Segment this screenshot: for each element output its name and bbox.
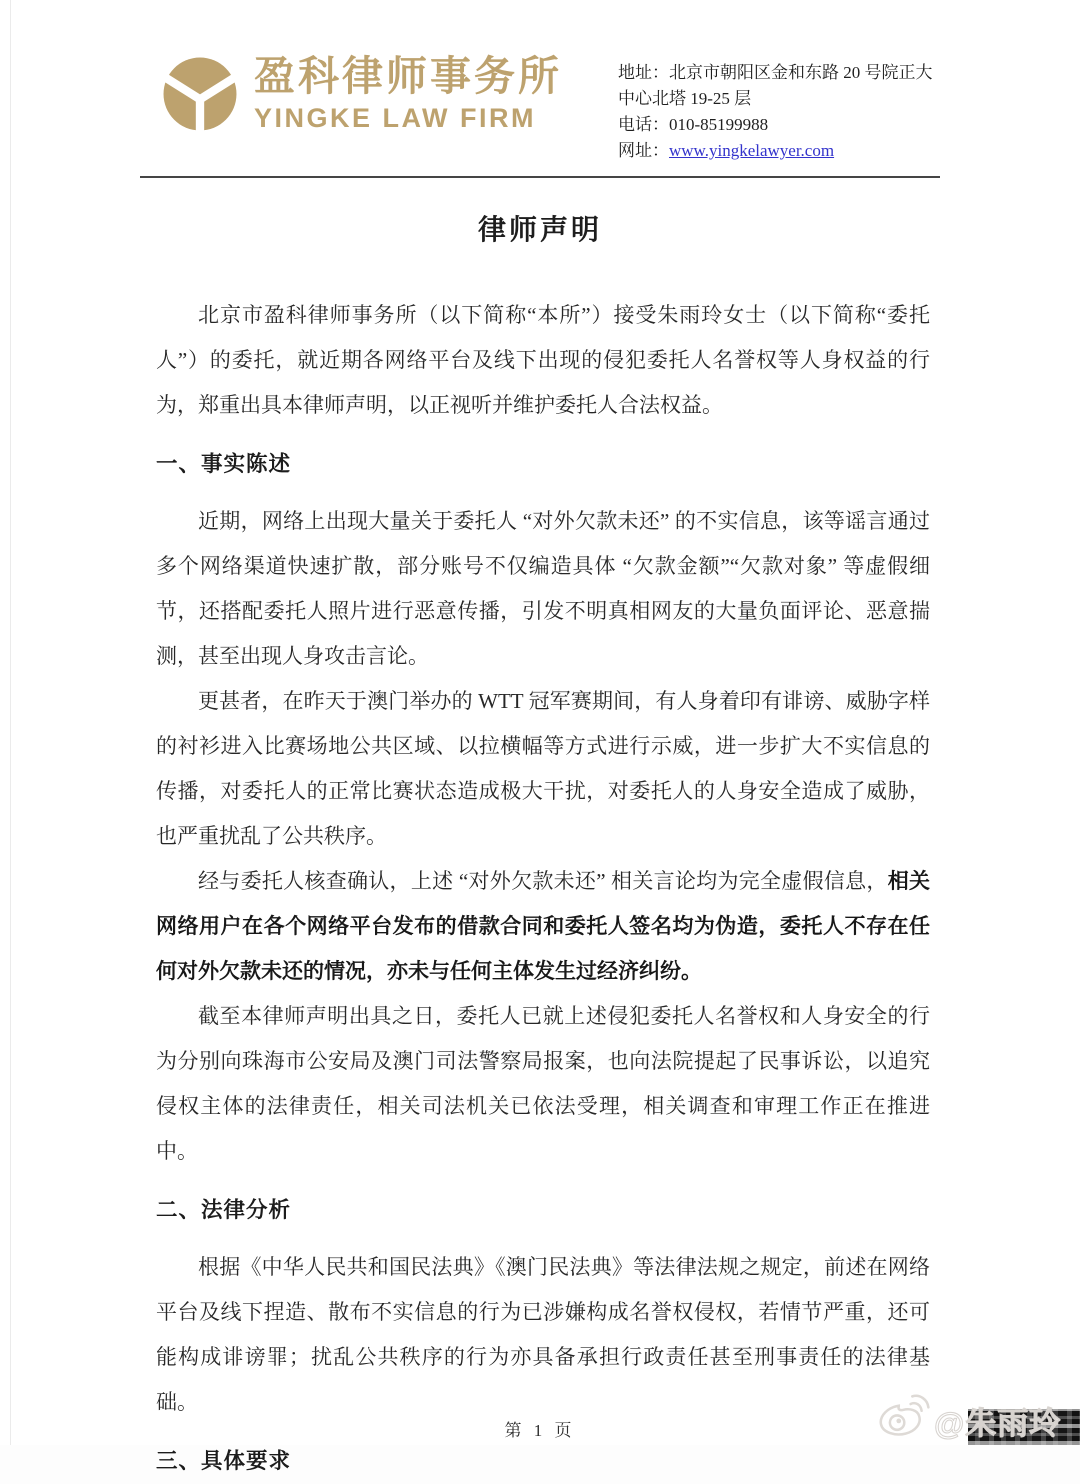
facts-paragraph-1: 近期，网络上出现大量关于委托人 “对外欠款未还” 的不实信息，该等谣言通过多个网络渠道快速扩散，部分账号不仅编造具体 “欠款金额”“欠款对象” 等虚假细节，还搭配委托人照片进行恶意传播，引发不明真相网友的大量负面评论、恶意揣测，甚至出现人身攻击言论。	[156, 509, 930, 668]
firm-name-en: YINGKE LAW FIRM	[254, 103, 536, 133]
phone-line: 电话：010-85199988	[618, 115, 769, 134]
website-link[interactable]: www.yingkelawyer.com	[669, 141, 835, 160]
page-number: 第 1 页	[504, 1421, 576, 1440]
firm-logo	[162, 53, 562, 133]
facts-paragraph-4: 截至本律师声明出具之日，委托人已就上述侵犯委托人名誉权和人身安全的行为分别向珠海市公安局及澳门司法警察局报案，也向法院提起了民事诉讼，以追究侵权主体的法律责任，相关司法机关已依法受理，相关调查和审理工作正在推进中。	[156, 1004, 930, 1163]
yingke-logo-icon	[162, 56, 238, 132]
document-body	[156, 293, 930, 1484]
facts-paragraph-3-bold: 相关网络用户在各个网络平台发布的借款合同和委托人签名均为伪造，委托人不存在任何对外欠款未还的情况，亦未与任何主体发生过经济纠纷。	[156, 869, 931, 983]
facts-paragraph-2: 更甚者，在昨天于澳门举办的 WTT 冠军赛期间，有人身着印有诽谤、威胁字样的衬衫进入比赛场地公共区域、以拉横幅等方式进行示威，进一步扩大不实信息的传播，对委托人的正常比赛状态造成极大干扰，对委托人的人身安全造成了威胁，也严重扰乱了公共秩序。	[156, 689, 930, 848]
address-line: 地址：北京市朝阳区金和东路 20 号院正大中心北塔 19-25 层	[618, 63, 933, 108]
scan-edge-line	[10, 0, 11, 1445]
section-heading-legal-analysis: 二、法律分析	[156, 1198, 292, 1222]
website-line	[618, 138, 940, 164]
website-label: 网址：	[618, 141, 669, 160]
facts-paragraph-3	[156, 859, 930, 994]
intro-paragraph: 北京市盈科律师事务所（以下简称“本所”）接受朱雨玲女士（以下简称“委托人”）的委托，就近期各网络平台及线下出现的侵犯委托人名誉权等人身权益的行为，郑重出具本律师声明，以正视听并维护委托人合法权益。	[156, 303, 930, 417]
legal-analysis-paragraph: 根据《中华人民共和国民法典》《澳门民法典》等法律法规之规定，前述在网络平台及线下捏造、散布不实信息的行为已涉嫌构成名誉权侵权，若情节严重，还可能构成诽谤罪；扰乱公共秩序的行为亦具备承担行政责任甚至刑事责任的法律基础。	[156, 1255, 930, 1414]
page-title: 律师声明	[477, 215, 602, 246]
contact-block	[618, 56, 940, 164]
weibo-handle: @朱雨玲	[934, 1406, 1062, 1441]
section-heading-facts: 一、事实陈述	[156, 452, 292, 476]
section-heading-requirements: 三、具体要求	[156, 1449, 292, 1473]
facts-paragraph-3-normal: 经与委托人核查确认，上述 “对外欠款未还” 相关言论均为完全虚假信息，	[198, 869, 888, 893]
firm-name-cn: 盈科律师事务所	[254, 53, 562, 99]
firm-name-block	[254, 53, 562, 133]
letterhead	[0, 0, 1080, 164]
weibo-watermark	[870, 1395, 1080, 1445]
weibo-icon	[874, 1393, 932, 1437]
header-divider	[140, 176, 940, 178]
